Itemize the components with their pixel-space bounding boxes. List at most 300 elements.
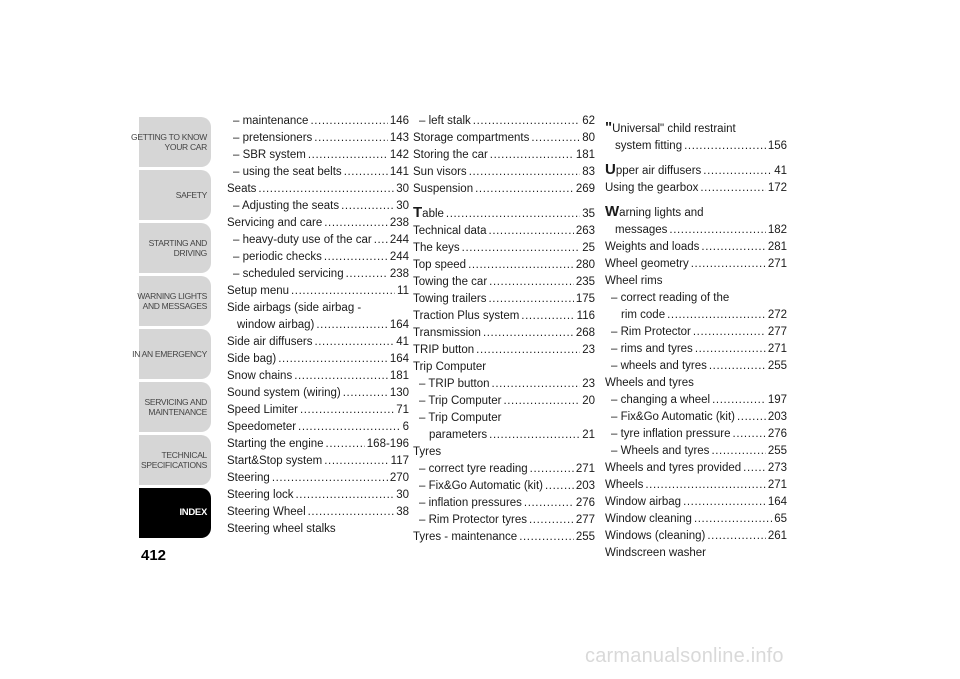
page-ref: 276 bbox=[767, 428, 787, 440]
index-entry bbox=[227, 385, 409, 402]
page-ref: 117 bbox=[390, 455, 409, 467]
page-ref: 20 bbox=[582, 395, 595, 407]
index-entry bbox=[605, 426, 787, 443]
page-ref: 244 bbox=[389, 234, 409, 246]
index-entry-text: – using the seat belts bbox=[233, 166, 342, 178]
index-entry-first-line bbox=[605, 119, 787, 138]
index-heading: Steering wheel stalks bbox=[227, 523, 336, 535]
index-entry-text: – Fix&Go Automatic (kit) bbox=[611, 411, 735, 423]
leader-dots bbox=[712, 392, 766, 409]
index-entry-text: – maintenance bbox=[233, 115, 309, 127]
page-ref: 271 bbox=[767, 479, 787, 491]
index-entry-text: Side bag) bbox=[227, 353, 277, 365]
index-entry bbox=[227, 504, 409, 521]
page-ref: 281 bbox=[767, 241, 787, 253]
tab-label: WARNING LIGHTS bbox=[137, 291, 207, 301]
index-entry-text: Top speed bbox=[413, 259, 467, 271]
page-ref: 30 bbox=[396, 183, 409, 195]
index-entry-text: – pretensioners bbox=[233, 132, 313, 144]
leader-dots bbox=[489, 274, 574, 291]
leader-dots bbox=[324, 453, 388, 470]
index-entry bbox=[413, 325, 595, 342]
index-entry bbox=[413, 512, 595, 529]
page-ref: 141 bbox=[389, 166, 409, 178]
index-entry-line bbox=[605, 161, 787, 180]
leader-dots bbox=[344, 164, 388, 181]
index-entry-text: – Rim Protector tyres bbox=[419, 514, 527, 526]
index-entry bbox=[605, 256, 787, 273]
section-letter: U bbox=[605, 161, 616, 178]
index-entry bbox=[227, 164, 409, 181]
tab-warning-lights-and-messages[interactable] bbox=[139, 276, 211, 326]
page-ref: 25 bbox=[582, 242, 595, 254]
leader-dots bbox=[343, 385, 388, 402]
leader-dots bbox=[684, 138, 766, 155]
index-entry-line bbox=[419, 427, 595, 444]
index-entry bbox=[413, 274, 595, 291]
index-entry bbox=[605, 341, 787, 358]
index-entry-text: Transmission bbox=[413, 327, 481, 339]
index-entry bbox=[605, 494, 787, 511]
index-entry-text: – Wheels and tyres bbox=[611, 445, 710, 457]
index-entry bbox=[413, 342, 595, 359]
index-entry-label: pper air diffusers bbox=[615, 165, 702, 177]
page-ref: 203 bbox=[767, 411, 787, 423]
leader-dots bbox=[314, 334, 394, 351]
watermark: carmanualsonline.info bbox=[585, 645, 784, 667]
index-entry-text: Sound system (wiring) bbox=[227, 387, 341, 399]
index-entry-first-line bbox=[227, 300, 409, 317]
section-letter: W bbox=[605, 203, 620, 220]
page-ref: 276 bbox=[575, 497, 595, 509]
index-entry bbox=[605, 409, 787, 426]
index-entry-text: The keys bbox=[413, 242, 460, 254]
index-entry bbox=[413, 461, 595, 478]
page-ref: 271 bbox=[767, 343, 787, 355]
index-entry-text: Side airbags (side airbag - bbox=[227, 302, 362, 314]
tab-index[interactable] bbox=[139, 488, 211, 538]
page-ref: 6 bbox=[402, 421, 409, 433]
page-ref: 280 bbox=[575, 259, 595, 271]
leader-dots bbox=[473, 113, 580, 130]
tab-label: MAINTENANCE bbox=[148, 407, 207, 417]
index-entry-text: Seats bbox=[227, 183, 257, 195]
index-entry-text: – correct reading of the bbox=[611, 292, 730, 304]
page-ref: 168-196 bbox=[366, 438, 409, 450]
tab-starting-and-driving[interactable] bbox=[139, 223, 211, 273]
index-entry-label: rim code bbox=[621, 309, 666, 321]
tab-safety[interactable] bbox=[139, 170, 211, 220]
index-entry bbox=[227, 419, 409, 436]
page-ref: 238 bbox=[389, 217, 409, 229]
page-ref: 238 bbox=[389, 268, 409, 280]
leader-dots bbox=[683, 494, 766, 511]
page-ref: 197 bbox=[767, 394, 787, 406]
index-entry bbox=[605, 511, 787, 528]
index-entry-text: Storing the car bbox=[413, 149, 488, 161]
index-entry bbox=[413, 113, 595, 130]
index-entry-label: messages bbox=[615, 224, 668, 236]
page-ref: 255 bbox=[767, 445, 787, 457]
index-entry bbox=[227, 113, 409, 130]
leader-dots bbox=[645, 477, 765, 494]
leader-dots bbox=[300, 402, 394, 419]
tab-label: TECHNICAL bbox=[161, 450, 207, 460]
page-ref: 255 bbox=[575, 531, 595, 543]
index-entry-text: – periodic checks bbox=[233, 251, 322, 263]
index-entry bbox=[227, 266, 409, 283]
page-ref: 261 bbox=[767, 530, 787, 542]
page-ref: 263 bbox=[575, 225, 595, 237]
index-column-3 bbox=[605, 113, 787, 562]
page-ref: 130 bbox=[389, 387, 409, 399]
leader-dots bbox=[446, 206, 580, 223]
leader-dots bbox=[531, 130, 580, 147]
index-entry bbox=[227, 147, 409, 164]
leader-dots bbox=[475, 181, 574, 198]
index-entry-line bbox=[227, 317, 409, 334]
index-entry-text: – Adjusting the seats bbox=[233, 200, 340, 212]
index-entry bbox=[605, 239, 787, 256]
index-entry-text: Servicing and care bbox=[227, 217, 323, 229]
page-ref: 41 bbox=[396, 336, 409, 348]
leader-dots bbox=[529, 512, 574, 529]
index-entry-text bbox=[615, 138, 682, 155]
index-entry-text: Towing trailers bbox=[413, 293, 487, 305]
index-entry bbox=[227, 198, 409, 215]
leader-dots bbox=[489, 223, 574, 240]
index-entry-text: Window cleaning bbox=[605, 513, 692, 525]
index-entry bbox=[605, 477, 787, 494]
index-entry bbox=[413, 291, 595, 308]
index-entry-text: Setup menu bbox=[227, 285, 290, 297]
tab-label: DRIVING bbox=[173, 248, 207, 258]
index-entry bbox=[227, 368, 409, 385]
index-entry bbox=[227, 351, 409, 368]
index-entry-text: – Trip Computer bbox=[419, 412, 502, 424]
page-ref: 175 bbox=[575, 293, 595, 305]
index-heading: Wheels and tyres bbox=[605, 377, 694, 389]
index-column-1 bbox=[227, 113, 409, 538]
page-ref: 272 bbox=[767, 309, 787, 321]
leader-dots bbox=[476, 342, 580, 359]
leader-dots bbox=[326, 436, 365, 453]
index-entry-text: – changing a wheel bbox=[611, 394, 711, 406]
leader-dots bbox=[521, 308, 574, 325]
leader-dots bbox=[694, 511, 772, 528]
index-entry-text: Tyres - maintenance bbox=[413, 531, 518, 543]
page-ref: 164 bbox=[389, 319, 409, 331]
leader-dots bbox=[316, 317, 387, 334]
leader-dots bbox=[468, 257, 574, 274]
index-entry bbox=[227, 470, 409, 487]
index-entry bbox=[413, 529, 595, 546]
page-ref: 156 bbox=[767, 140, 787, 152]
index-entry-text: – heavy-duty use of the car bbox=[233, 234, 372, 246]
index-entry-text: – Trip Computer bbox=[419, 395, 502, 407]
index-entry-text: Steering Wheel bbox=[227, 506, 306, 518]
leader-dots bbox=[310, 113, 387, 130]
leader-dots bbox=[711, 443, 765, 460]
page-ref: 269 bbox=[575, 183, 595, 195]
index-entry bbox=[605, 358, 787, 375]
page-ref: 235 bbox=[575, 276, 595, 288]
tab-label: AND MESSAGES bbox=[142, 301, 207, 311]
index-entry bbox=[413, 393, 595, 410]
index-entry-first-line bbox=[611, 290, 787, 307]
page-ref: 146 bbox=[389, 115, 409, 127]
index-entry-label: able bbox=[422, 208, 444, 220]
index-entry bbox=[605, 528, 787, 545]
leader-dots bbox=[492, 376, 581, 393]
index-entry-text: – rims and tyres bbox=[611, 343, 693, 355]
index-entry bbox=[227, 215, 409, 232]
leader-dots bbox=[258, 181, 394, 198]
index-entry-text: Universal" child restraint bbox=[612, 123, 736, 135]
index-entry-text: – wheels and tyres bbox=[611, 360, 707, 372]
index-entry-text: Steering bbox=[227, 472, 270, 484]
leader-dots bbox=[314, 130, 388, 147]
tab-label: STARTING AND bbox=[148, 238, 207, 248]
index-entry bbox=[227, 436, 409, 453]
tab-getting-to-know-your-car[interactable] bbox=[131, 117, 211, 167]
index-entry bbox=[227, 402, 409, 419]
index-entry bbox=[227, 130, 409, 147]
index-entry bbox=[227, 249, 409, 266]
leader-dots bbox=[737, 409, 766, 426]
leader-dots bbox=[294, 368, 388, 385]
page-ref: 62 bbox=[582, 115, 595, 127]
leader-dots bbox=[324, 249, 388, 266]
page-ref: 255 bbox=[767, 360, 787, 372]
index-entry-text: Traction Plus system bbox=[413, 310, 520, 322]
index-entry-text bbox=[615, 222, 667, 239]
page-ref: 271 bbox=[575, 463, 595, 475]
index-entry-line bbox=[605, 138, 787, 155]
index-entry-text: Steering lock bbox=[227, 489, 294, 501]
index-entry bbox=[413, 308, 595, 325]
page-ref: 273 bbox=[767, 462, 787, 474]
leader-dots bbox=[489, 427, 580, 444]
page-ref: 23 bbox=[582, 344, 595, 356]
tab-label: INDEX bbox=[179, 507, 207, 518]
page-ref: 181 bbox=[575, 149, 595, 161]
index-entry-first-line bbox=[419, 410, 595, 427]
tab-servicing-and-maintenance[interactable] bbox=[139, 382, 211, 432]
index-entry-text bbox=[621, 307, 665, 324]
leader-dots bbox=[469, 164, 581, 181]
leader-dots bbox=[519, 529, 574, 546]
index-entry bbox=[413, 204, 595, 223]
index-entry-text: arning lights and bbox=[619, 207, 704, 219]
index-entry bbox=[605, 443, 787, 460]
index-column-2 bbox=[413, 113, 595, 546]
page-ref: 182 bbox=[767, 224, 787, 236]
tab-label: GETTING TO KNOW bbox=[131, 132, 207, 142]
index-entry-label: parameters bbox=[429, 429, 488, 441]
page-ref: 164 bbox=[389, 353, 409, 365]
leader-dots bbox=[703, 163, 772, 180]
page-ref: 116 bbox=[576, 310, 595, 322]
leader-dots bbox=[346, 266, 388, 283]
index-entry-text: – scheduled servicing bbox=[233, 268, 344, 280]
index-entry bbox=[413, 181, 595, 198]
index-entry-text: – Rim Protector bbox=[611, 326, 691, 338]
page-ref: 203 bbox=[575, 480, 595, 492]
index-heading: Windscreen washer bbox=[605, 547, 706, 559]
index-entry bbox=[605, 290, 787, 324]
index-entry bbox=[413, 376, 595, 393]
index-entry-line bbox=[413, 204, 595, 223]
leader-dots bbox=[524, 495, 574, 512]
page-ref: 181 bbox=[389, 370, 409, 382]
index-entry-text: Weights and loads bbox=[605, 241, 700, 253]
tab-technical-specifications[interactable] bbox=[139, 435, 211, 485]
page-ref: 30 bbox=[396, 489, 409, 501]
index-heading: Tyres bbox=[413, 446, 442, 458]
page-ref: 11 bbox=[397, 285, 409, 297]
page-ref: 268 bbox=[575, 327, 595, 339]
index-entry bbox=[605, 180, 787, 197]
index-entry bbox=[413, 147, 595, 164]
leader-dots bbox=[272, 470, 388, 487]
leader-dots bbox=[490, 147, 574, 164]
index-entry-text: Wheel geometry bbox=[605, 258, 689, 270]
leader-dots bbox=[462, 240, 581, 257]
index-entry-text: Wheels and tyres provided bbox=[605, 462, 742, 474]
leader-dots bbox=[483, 325, 574, 342]
tab-label: IN AN EMERGENCY bbox=[132, 349, 207, 359]
index-entry-line bbox=[611, 307, 787, 324]
tab-label: SERVICING AND bbox=[144, 397, 207, 407]
index-entry bbox=[227, 334, 409, 351]
index-entry-text: – correct tyre reading bbox=[419, 463, 528, 475]
index-entry bbox=[413, 240, 595, 257]
index-entry-text: – Fix&Go Automatic (kit) bbox=[419, 480, 543, 492]
index-heading: Wheel rims bbox=[605, 275, 663, 287]
index-entry-text: Speedometer bbox=[227, 421, 297, 433]
tab-label: YOUR CAR bbox=[164, 142, 207, 152]
leader-dots bbox=[700, 180, 765, 197]
page-ref: 277 bbox=[767, 326, 787, 338]
index-entry bbox=[605, 324, 787, 341]
index-entry bbox=[413, 410, 595, 444]
index-entry-text: Suspension bbox=[413, 183, 474, 195]
page-ref: 80 bbox=[582, 132, 595, 144]
leader-dots bbox=[701, 239, 765, 256]
leader-dots bbox=[669, 222, 765, 239]
page-ref: 23 bbox=[582, 378, 595, 390]
page-ref: 71 bbox=[396, 404, 409, 416]
page-ref: 277 bbox=[575, 514, 595, 526]
index-entry-first-line bbox=[605, 203, 787, 222]
index-entry-text: – inflation pressures bbox=[419, 497, 522, 509]
index-entry bbox=[605, 460, 787, 477]
page-ref: 21 bbox=[582, 429, 595, 441]
page-ref: 244 bbox=[389, 251, 409, 263]
page-ref: 83 bbox=[582, 166, 595, 178]
leader-dots bbox=[295, 487, 394, 504]
index-entry-text: Snow chains bbox=[227, 370, 293, 382]
index-entry-text: – SBR system bbox=[233, 149, 306, 161]
page-ref: 172 bbox=[767, 182, 787, 194]
index-entry bbox=[413, 257, 595, 274]
index-entry-text bbox=[413, 204, 444, 223]
index-entry-text: Storage compartments bbox=[413, 132, 530, 144]
leader-dots bbox=[308, 504, 395, 521]
leader-dots bbox=[743, 460, 766, 477]
leader-dots bbox=[695, 341, 766, 358]
index-entry-text: Windows (cleaning) bbox=[605, 530, 706, 542]
page-ref: 142 bbox=[389, 149, 409, 161]
leader-dots bbox=[278, 351, 388, 368]
leader-dots bbox=[530, 461, 574, 478]
index-entry bbox=[413, 495, 595, 512]
index-entry-label: system fitting bbox=[615, 140, 683, 152]
leader-dots bbox=[545, 478, 574, 495]
section-letter: T bbox=[413, 204, 423, 221]
index-entry-text: Speed Limiter bbox=[227, 404, 298, 416]
index-entry-text: – tyre inflation pressure bbox=[611, 428, 731, 440]
index-entry-text: Wheels bbox=[605, 479, 644, 491]
page-ref: 30 bbox=[396, 200, 409, 212]
index-entry-text bbox=[605, 161, 701, 180]
index-entry-text: Side air diffusers bbox=[227, 336, 313, 348]
leader-dots bbox=[733, 426, 766, 443]
index-entry bbox=[605, 203, 787, 239]
leader-dots bbox=[291, 283, 395, 300]
page-ref: 270 bbox=[389, 472, 409, 484]
index-entry-text: Window airbag bbox=[605, 496, 682, 508]
index-entry-text: Using the gearbox bbox=[605, 182, 699, 194]
tab-in-an-emergency[interactable] bbox=[132, 329, 211, 379]
index-entry-text: Sun visors bbox=[413, 166, 467, 178]
leader-dots bbox=[503, 393, 580, 410]
index-entry-text: Towing the car bbox=[413, 276, 488, 288]
index-entry bbox=[605, 161, 787, 180]
leader-dots bbox=[298, 419, 401, 436]
section-letter: " bbox=[605, 119, 613, 136]
leader-dots bbox=[324, 215, 388, 232]
index-entry-text: – TRIP button bbox=[419, 378, 490, 390]
index-entry bbox=[413, 130, 595, 147]
index-entry bbox=[227, 300, 409, 334]
page-ref: 271 bbox=[767, 258, 787, 270]
leader-dots bbox=[693, 324, 766, 341]
leader-dots bbox=[691, 256, 766, 273]
leader-dots bbox=[667, 307, 766, 324]
leader-dots bbox=[489, 291, 574, 308]
index-entry bbox=[413, 164, 595, 181]
index-entry bbox=[227, 181, 409, 198]
index-entry bbox=[605, 119, 787, 155]
page-ref: 164 bbox=[767, 496, 787, 508]
index-entry-text bbox=[429, 427, 487, 444]
page-number: 412 bbox=[141, 547, 167, 564]
leader-dots bbox=[707, 528, 765, 545]
index-entry-text: TRIP button bbox=[413, 344, 475, 356]
index-entry bbox=[605, 392, 787, 409]
index-entry-text: – left stalk bbox=[419, 115, 471, 127]
index-entry-text bbox=[237, 317, 314, 334]
leader-dots bbox=[308, 147, 388, 164]
index-entry bbox=[227, 487, 409, 504]
leader-dots bbox=[341, 198, 394, 215]
index-entry bbox=[227, 283, 409, 300]
page-ref: 143 bbox=[389, 132, 409, 144]
index-entry-text: Starting the engine bbox=[227, 438, 324, 450]
index-entry-text: Start&Stop system bbox=[227, 455, 323, 467]
